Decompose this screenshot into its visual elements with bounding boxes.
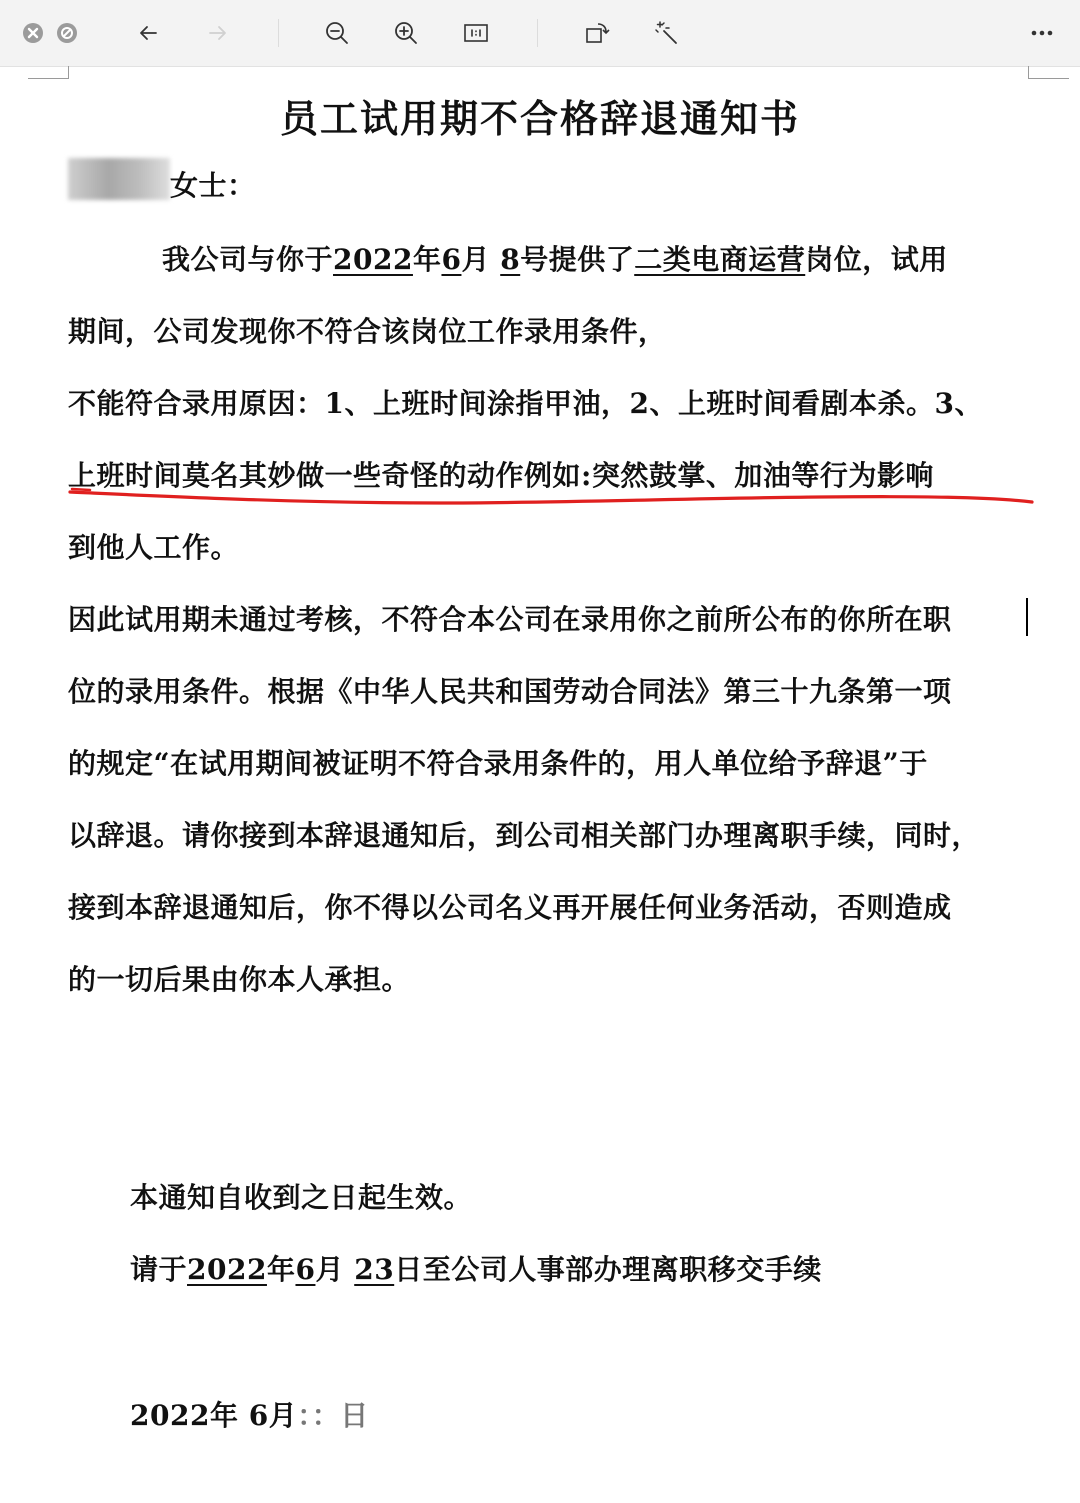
paragraph-1-line-1: 我公司与你于2022年6月 8号提供了二类电商运营岗位，试用 <box>162 243 948 276</box>
handover-instruction: 请于2022年6月 23日至公司人事部办理离职移交手续 <box>130 1253 822 1286</box>
paragraph-3-line-5: 接到本辞退通知后，你不得以公司名义再开展任何业务活动，否则造成 <box>68 891 952 924</box>
document-title: 员工试用期不合格辞退通知书 <box>279 96 800 141</box>
paragraph-3-line-3: 的规定“在试用期间被证明不符合录用条件的，用人单位给予辞退”于 <box>68 747 928 780</box>
paragraph-1-line-2: 期间，公司发现你不符合该岗位工作录用条件， <box>68 315 667 348</box>
paragraph-3-line-6: 的一切后果由你本人承担。 <box>68 963 411 996</box>
paragraph-3-line-2: 位的录用条件。根据《中华人民共和国劳动合同法》第三十九条第一项 <box>68 675 952 708</box>
paragraph-2-line-1: 不能符合录用原因：1、上班时间涂指甲油，2、上班时间看剧本杀。3、 <box>68 387 983 420</box>
paragraph-2-line-2: 上班时间莫名其妙做一些奇怪的动作例如:突然鼓掌、加油等行为影响 <box>68 459 934 492</box>
document-date: 2022年 6月：：日 <box>130 1399 369 1432</box>
salutation: 女士： <box>170 169 256 202</box>
paragraph-3-line-4: 以辞退。请你接到本辞退通知后，到公司相关部门办理离职手续，同时， <box>68 819 981 852</box>
paragraph-2-line-3: 到他人工作。 <box>68 531 240 564</box>
effective-notice: 本通知自收到之日起生效。 <box>130 1181 473 1214</box>
paragraph-3-line-1: 因此试用期未通过考核，不符合本公司在录用你之前所公布的你所在职 <box>68 603 952 636</box>
